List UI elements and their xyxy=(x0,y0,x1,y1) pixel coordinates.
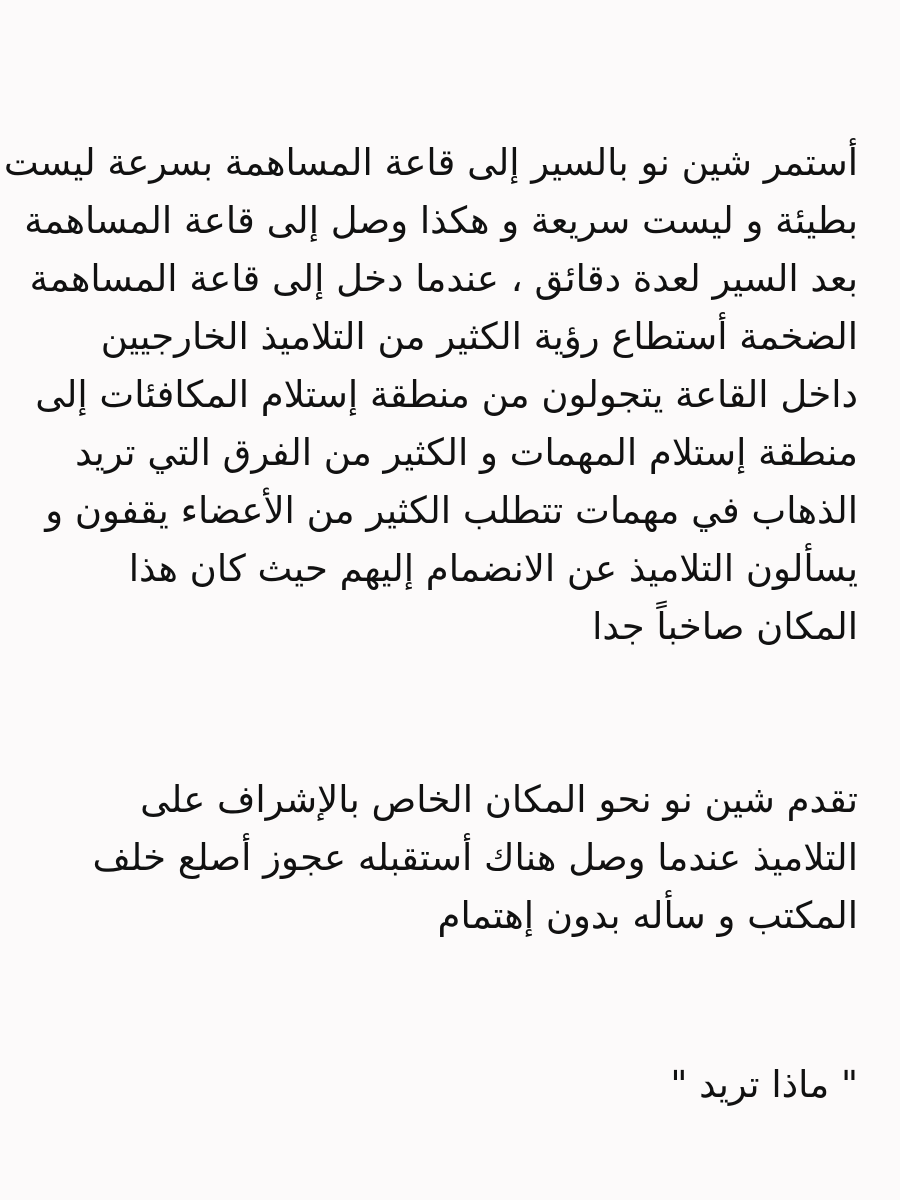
paragraph-1-line: منطقة إستلام المهمات و الكثير من الفرق التي تريد xyxy=(75,431,858,474)
paragraph-1-line: داخل القاعة يتجولون من منطقة إستلام المكافئات إلى xyxy=(35,373,858,416)
paragraph-2 xyxy=(32,771,858,945)
paragraph-1-line: أستمر شين نو بالسير إلى قاعة المساهمة بسرعة ليست xyxy=(3,141,858,184)
paragraph-1 xyxy=(3,134,858,656)
paragraph-1-line: الضخمة أستطاع رؤية الكثير من التلاميذ الخارجيين xyxy=(100,315,858,358)
paragraph-1-line: بعد السير لعدة دقائق ، عندما دخل إلى قاعة المساهمة xyxy=(29,257,858,300)
paragraph-1-line: المكان صاخباً جدا xyxy=(592,605,858,648)
dialogue-line: " ماذا تريد " xyxy=(670,1063,858,1106)
paragraph-3 xyxy=(32,1056,858,1114)
paragraph-1-line: يسألون التلاميذ عن الانضمام إليهم حيث كان هذا xyxy=(128,547,858,590)
paragraph-2-line: التلاميذ عندما وصل هناك أستقبله عجوز أصلع خلف xyxy=(92,836,858,879)
paragraph-2-line: المكتب و سأله بدون إهتمام xyxy=(437,894,858,937)
paragraph-1-line: بطيئة و ليست سريعة و هكذا وصل إلى قاعة المساهمة xyxy=(24,199,858,242)
paragraph-2-line: تقدم شين نو نحو المكان الخاص بالإشراف على xyxy=(140,778,858,821)
paragraph-1-line: الذهاب في مهمات تتطلب الكثير من الأعضاء يقفون و xyxy=(45,489,858,532)
